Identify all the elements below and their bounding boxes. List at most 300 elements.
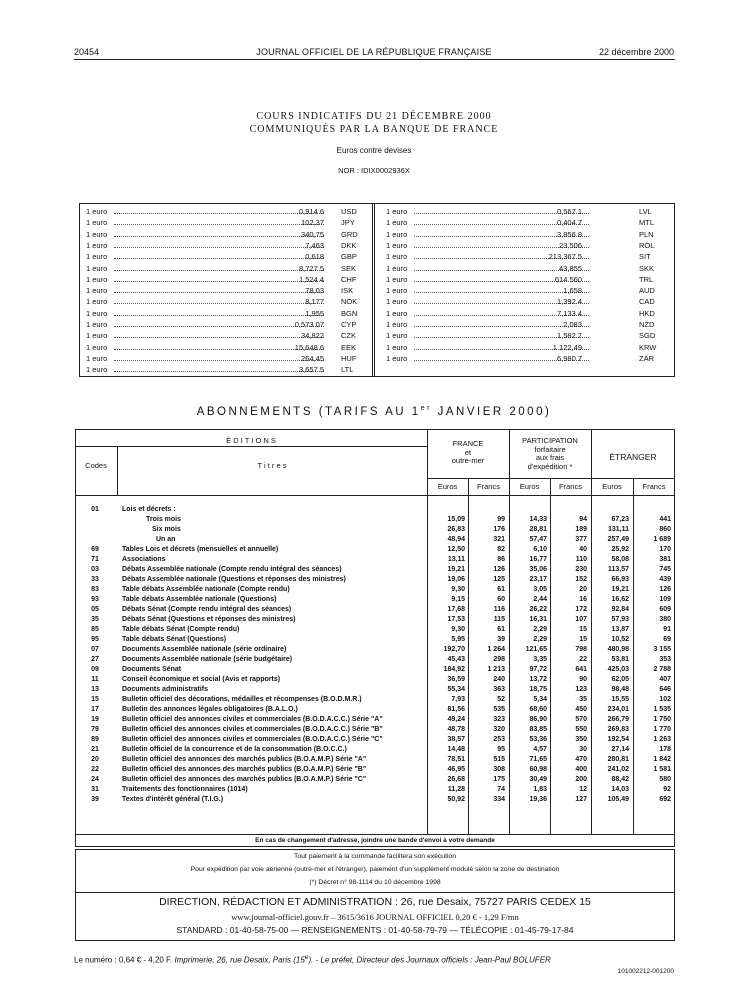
row-value: 692	[659, 796, 671, 803]
row-value: 50,92	[447, 796, 465, 803]
row-code: 35	[91, 616, 99, 623]
row-value: 98,48	[611, 686, 629, 693]
footer-price: Le numéro : 0,64 € - 4,20 F.	[74, 955, 173, 965]
rate-currency: ZAR	[639, 353, 654, 363]
row-value: 28,81	[529, 526, 547, 533]
row-value: 99	[497, 516, 505, 523]
rate-currency: HKD	[639, 308, 655, 318]
rate-currency: CHF	[341, 274, 357, 284]
rate-value: 8,727 5	[298, 263, 324, 273]
row-value: 377	[575, 536, 587, 543]
exchange-rate-row	[386, 229, 666, 240]
table-row	[0, 565, 748, 575]
row-value: 45,43	[447, 656, 465, 663]
row-value: 1 689	[653, 536, 671, 543]
row-value: 350	[575, 736, 587, 743]
rate-value: 2,083	[563, 320, 582, 329]
row-code: 20	[91, 756, 99, 763]
row-title: Bulletin officiel des annonces des marchés publics (B.O.A.M.P.) Série "C"	[122, 776, 367, 783]
row-value: 580	[659, 776, 671, 783]
table-row	[0, 525, 748, 535]
row-title: Documents Assemblée nationale (série budgétaire)	[122, 656, 293, 663]
header-participation-line2: forfaitaire	[534, 444, 566, 454]
row-value: 16,62	[611, 596, 629, 603]
row-value: 22	[579, 656, 587, 663]
row-value: 55,34	[447, 686, 465, 693]
rate-value: 213,367 5	[548, 252, 582, 262]
rate-label: 1 euro	[386, 252, 408, 262]
rate-value: 0,567 1	[556, 207, 582, 216]
header-codes: Codes	[85, 461, 107, 470]
exchange-rate-row	[86, 342, 366, 353]
table-grid-hline	[75, 495, 675, 496]
row-value: 1 535	[653, 706, 671, 713]
rate-label: 1 euro	[386, 297, 408, 307]
rate-currency: AUD	[639, 286, 655, 296]
rate-value: 264,45	[301, 353, 324, 363]
table-row	[0, 725, 748, 735]
row-value: 334	[493, 796, 505, 803]
table-row	[0, 545, 748, 555]
exchange-rate-row	[386, 319, 666, 330]
row-code: 17	[91, 706, 99, 713]
row-value: 26,83	[447, 526, 465, 533]
rate-value: 1 122,49	[552, 342, 582, 352]
row-value: 480,98	[607, 646, 629, 653]
row-value: 241,02	[607, 766, 629, 773]
row-title: Table débats Sénat (Questions)	[122, 636, 227, 643]
row-title: Documents Assemblée nationale (série ordinaire)	[122, 646, 287, 653]
row-value: 109	[659, 596, 671, 603]
row-value: 15,55	[611, 696, 629, 703]
rate-label: 1 euro	[386, 320, 408, 329]
exchange-rate-row	[386, 342, 666, 353]
rate-label: 1 euro	[86, 286, 108, 296]
row-value: 26,68	[447, 776, 465, 783]
footer-line	[74, 954, 551, 965]
row-value: 189	[575, 526, 587, 533]
row-value: 13,72	[529, 676, 547, 683]
row-value: 3 155	[653, 646, 671, 653]
table-row	[0, 655, 748, 665]
row-value: 7,93	[451, 696, 465, 703]
header-france-line1: FRANCE	[452, 439, 484, 448]
rate-value: 1,955	[305, 308, 324, 318]
row-value: 9,30	[451, 586, 465, 593]
abonnements-title-end: JANVIER 2000)	[431, 405, 552, 418]
rate-currency: USD	[341, 207, 357, 216]
row-title: Traitements des fonctionnaires (1014)	[122, 786, 248, 793]
row-title: Bulletin officiel des décorations, médailles et récompenses (B.O.D.M.R.)	[122, 696, 362, 703]
rate-label: 1 euro	[386, 240, 408, 250]
row-value: 110	[575, 556, 587, 563]
row-title: Bulletin officiel des annonces civiles et commerciales (B.O.D.A.C.C.) Série "B"	[122, 726, 383, 733]
row-value: 12	[579, 786, 587, 793]
row-code: 69	[91, 546, 99, 553]
rate-value: 1,582 7	[556, 331, 582, 341]
rate-value: 0,914 6	[298, 207, 324, 216]
table-grid-hline	[75, 446, 427, 447]
row-code: 95	[91, 636, 99, 643]
row-value: 178	[659, 746, 671, 753]
row-value: 16,31	[529, 616, 547, 623]
row-value: 184,92	[443, 666, 465, 673]
row-title: Débats Sénat (Questions et réponses des ministres)	[122, 616, 296, 623]
row-code: 33	[91, 576, 99, 583]
row-value: 550	[575, 726, 587, 733]
row-code: 89	[91, 736, 99, 743]
row-code: 11	[91, 676, 99, 683]
row-value: 71,65	[529, 756, 547, 763]
row-value: 3,35	[533, 656, 547, 663]
row-code: 09	[91, 666, 99, 673]
row-code: 19	[91, 716, 99, 723]
row-code: 22	[91, 766, 99, 773]
table-row	[0, 785, 748, 795]
table-row	[0, 685, 748, 695]
rate-currency: JPY	[341, 218, 355, 228]
row-code: 15	[91, 696, 99, 703]
rate-currency: GBP	[341, 252, 357, 262]
exchange-rate-row	[386, 330, 666, 341]
rate-label: 1 euro	[86, 342, 108, 352]
row-value: 1 264	[487, 646, 505, 653]
rate-currency: ROL	[639, 240, 655, 250]
row-value: 175	[493, 776, 505, 783]
row-value: 381	[659, 556, 671, 563]
row-value: 1 213	[487, 666, 505, 673]
direction-phones: STANDARD : 01-40-58-75-00 — RENSEIGNEMENTS : 01-40-58-79-79 — TÉLÉCOPIE : 01-45-79-17-84	[176, 925, 574, 935]
rate-value: 3,657 5	[298, 365, 324, 375]
table-row	[0, 675, 748, 685]
table-grid-hline	[427, 478, 675, 479]
table-row	[0, 505, 748, 515]
row-title: Bulletin officiel des annonces des marchés publics (B.O.A.M.P.) Série "B"	[122, 766, 367, 773]
row-value: 49,24	[447, 716, 465, 723]
rate-currency: CZK	[341, 331, 356, 341]
header-etranger-francs: Francs	[642, 482, 666, 491]
row-value: 20	[579, 586, 587, 593]
row-value: 102	[659, 696, 671, 703]
row-value: 450	[575, 706, 587, 713]
header-france-line3: outre-mer	[451, 456, 485, 465]
row-title: Textes d'intérêt général (T.I.G.)	[122, 796, 224, 803]
exchange-rates-divider	[372, 203, 375, 377]
rate-currency: SIT	[639, 252, 651, 262]
header-participation	[509, 437, 591, 471]
rate-label: 1 euro	[386, 331, 408, 341]
row-value: 646	[659, 686, 671, 693]
row-value: 95	[497, 746, 505, 753]
exchange-rate-row	[86, 263, 366, 274]
row-value: 860	[659, 526, 671, 533]
row-title: Bulletin des annonces légales obligatoires (B.A.L.O.)	[122, 706, 298, 713]
rate-currency: NOK	[341, 297, 358, 307]
row-value: 17,53	[447, 616, 465, 623]
row-value: 107	[575, 616, 587, 623]
row-value: 1 263	[653, 736, 671, 743]
row-value: 253	[493, 736, 505, 743]
row-value: 1 581	[653, 766, 671, 773]
page-number: 20454	[74, 47, 100, 57]
row-value: 9,30	[451, 626, 465, 633]
table-row	[0, 665, 748, 675]
rate-value: 78,03	[305, 286, 324, 296]
header-particip-francs: Francs	[559, 482, 582, 491]
exchange-rate-row	[386, 285, 666, 296]
row-value: 200	[575, 776, 587, 783]
exchange-rate-row	[86, 364, 366, 375]
row-value: 60	[497, 596, 505, 603]
row-value: 127	[575, 796, 587, 803]
direction-title: DIRECTION, RÉDACTION ET ADMINISTRATION : 26, rue Desaix, 75727 PARIS CEDEX 15	[159, 896, 591, 908]
row-code: 21	[91, 746, 99, 753]
rate-currency: SGD	[639, 331, 656, 341]
row-value: 192,70	[443, 646, 465, 653]
row-value: 14,33	[529, 516, 547, 523]
rate-currency: SKK	[639, 263, 655, 273]
row-value: 170	[659, 546, 671, 553]
abonnements-title-sup: er	[420, 405, 432, 412]
exchange-rate-row	[86, 240, 366, 251]
row-title: Conseil économique et social (Avis et rapports)	[122, 676, 281, 683]
rate-label: 1 euro	[86, 252, 108, 262]
exchange-rate-row	[86, 251, 366, 262]
row-value: 320	[493, 726, 505, 733]
row-value: 125	[493, 576, 505, 583]
exchange-rate-row	[386, 206, 666, 217]
footer-printer-end: ). - Le préfet, Directeur des Journaux officiels : Jean-Paul BOLUFER	[308, 955, 551, 965]
row-value: 90	[579, 676, 587, 683]
exchange-rate-row	[86, 229, 366, 240]
row-value: 1,83	[533, 786, 547, 793]
rate-label: 1 euro	[86, 207, 108, 216]
rate-label: 1 euro	[86, 365, 108, 375]
rate-value: 102,37	[301, 218, 324, 228]
row-value: 74	[497, 786, 505, 793]
rate-currency: LTL	[341, 365, 354, 375]
row-value: 46,95	[447, 766, 465, 773]
table-row	[0, 555, 748, 565]
rate-currency: CYP	[341, 320, 357, 329]
header-titres: T i t r e s	[257, 461, 287, 470]
rate-value: 8,177	[305, 297, 324, 307]
row-value: 19,06	[447, 576, 465, 583]
row-value: 2 788	[653, 666, 671, 673]
rate-label: 1 euro	[86, 263, 108, 273]
rate-value: 7,133 4	[556, 308, 582, 318]
rate-label: 1 euro	[86, 331, 108, 341]
rate-label: 1 euro	[86, 240, 108, 250]
rate-currency: MTL	[639, 218, 654, 228]
row-value: 15	[579, 626, 587, 633]
rate-currency: PLN	[639, 229, 654, 239]
row-title: Documents Sénat	[122, 666, 182, 673]
journal-title: JOURNAL OFFICIEL DE LA RÉPUBLIQUE FRANÇAISE	[256, 47, 492, 57]
row-value: 4,57	[533, 746, 547, 753]
header-france-line2: et	[464, 447, 472, 457]
rate-value: 43,855	[559, 263, 582, 273]
row-value: 269,83	[607, 726, 629, 733]
row-value: 19,21	[447, 566, 465, 573]
row-value: 92	[663, 786, 671, 793]
issue-date: 22 décembre 2000	[598, 47, 674, 57]
header-participation-line3: aux frais	[535, 453, 565, 462]
rate-value: 34,822	[301, 331, 324, 341]
table-grid-vline	[117, 446, 118, 495]
rate-currency: HUF	[341, 353, 357, 363]
header-france-euros: Euros	[437, 482, 458, 491]
row-value: 86,90	[529, 716, 547, 723]
row-value: 53,81	[611, 656, 629, 663]
row-value: 12,50	[447, 546, 465, 553]
row-title: Bulletin officiel des annonces civiles et commerciales (B.O.D.A.C.C.) Série "C"	[122, 736, 383, 743]
exchange-rate-row	[386, 308, 666, 319]
row-value: 61	[497, 626, 505, 633]
row-value: 1 750	[653, 716, 671, 723]
row-value: 11,28	[447, 786, 465, 793]
row-value: 39	[497, 636, 505, 643]
header-editions: É D I T I O N S	[226, 436, 276, 445]
row-title: Un an	[156, 536, 176, 543]
row-title: Six mois	[152, 526, 181, 533]
rate-value: 23 506	[559, 240, 582, 250]
rate-label: 1 euro	[386, 342, 408, 352]
footer-printer-sup: e	[304, 954, 309, 961]
row-value: 94	[579, 516, 587, 523]
exchange-rate-row	[86, 296, 366, 307]
row-value: 6,10	[533, 546, 547, 553]
row-value: 131,11	[607, 526, 629, 533]
table-row	[0, 585, 748, 595]
row-value: 609	[659, 606, 671, 613]
header-rule	[74, 59, 675, 60]
row-value: 19,36	[529, 796, 547, 803]
cours-nor: NOR : IDIX0002936X	[338, 166, 410, 175]
row-code: 71	[91, 556, 99, 563]
table-row	[0, 645, 748, 655]
row-value: 15,09	[447, 516, 465, 523]
table-row	[0, 735, 748, 745]
row-title: Débats Assemblée nationale (Compte rendu intégral des séances)	[122, 566, 342, 573]
row-value: 2,29	[533, 626, 547, 633]
rate-label: 1 euro	[386, 229, 408, 239]
row-value: 298	[493, 656, 505, 663]
row-value: 113,57	[607, 566, 629, 573]
rate-value: 1,524 4	[298, 274, 324, 284]
exchange-rate-row	[386, 251, 666, 262]
row-title: Trois mois	[146, 516, 182, 523]
table-row	[0, 605, 748, 615]
header-etranger: ÉTRANGER	[609, 452, 657, 462]
table-row	[0, 635, 748, 645]
rate-label: 1 euro	[86, 274, 108, 284]
row-value: 17,68	[447, 606, 465, 613]
rate-value: 1,392 4	[556, 297, 582, 307]
rate-currency: KRW	[639, 342, 657, 352]
row-value: 66,93	[611, 576, 629, 583]
rate-label: 1 euro	[86, 297, 108, 307]
row-value: 3,05	[533, 586, 547, 593]
table-row	[0, 745, 748, 755]
row-value: 363	[493, 686, 505, 693]
rate-currency: SEK	[341, 263, 357, 273]
exchange-rate-row	[386, 274, 666, 285]
row-value: 14,03	[611, 786, 629, 793]
row-value: 91	[663, 626, 671, 633]
row-value: 83,85	[529, 726, 547, 733]
header-france-francs: Francs	[477, 482, 500, 491]
row-title: Documents administratifs	[122, 686, 208, 693]
row-value: 16,77	[529, 556, 547, 563]
row-value: 58,08	[611, 556, 629, 563]
row-code: 79	[91, 726, 99, 733]
row-value: 27,14	[611, 746, 629, 753]
row-value: 68,60	[529, 706, 547, 713]
rate-currency: EEK	[341, 342, 357, 352]
row-value: 2,44	[533, 596, 547, 603]
row-value: 308	[493, 766, 505, 773]
row-value: 10,52	[611, 636, 629, 643]
row-value: 798	[575, 646, 587, 653]
row-value: 57,93	[611, 616, 629, 623]
row-value: 40	[579, 546, 587, 553]
row-value: 60,98	[529, 766, 547, 773]
exchange-rate-row	[86, 217, 366, 228]
rate-currency: ISK	[341, 286, 354, 296]
row-value: 9,15	[451, 596, 465, 603]
table-row	[0, 765, 748, 775]
row-value: 36,59	[447, 676, 465, 683]
rate-currency: CAD	[639, 297, 655, 307]
footer-printer: Imprimerie, 26, rue Desaix, Paris (15	[174, 955, 305, 965]
header-france	[427, 440, 509, 466]
rate-value: 15,648 6	[294, 342, 324, 352]
row-value: 123	[575, 686, 587, 693]
row-value: 35	[579, 696, 587, 703]
row-value: 380	[659, 616, 671, 623]
row-value: 425,03	[607, 666, 629, 673]
row-value: 38,57	[447, 736, 465, 743]
row-value: 13,87	[611, 626, 629, 633]
row-value: 5,34	[533, 696, 547, 703]
rate-label: 1 euro	[386, 286, 408, 296]
row-value: 280,81	[607, 756, 629, 763]
cours-subtitle: Euros contre devises	[336, 146, 412, 155]
row-value: 18,75	[529, 686, 547, 693]
row-title: Débats Assemblée nationale (Questions et réponses des ministres)	[122, 576, 346, 583]
row-value: 240	[493, 676, 505, 683]
row-code: 13	[91, 686, 99, 693]
table-row	[0, 515, 748, 525]
row-value: 92,84	[611, 606, 629, 613]
rate-value: 1,658	[563, 286, 582, 296]
exchange-rate-row	[86, 308, 366, 319]
table-row	[0, 715, 748, 725]
row-value: 176	[493, 526, 505, 533]
rate-value: 0,404 7	[556, 218, 582, 228]
exchange-rate-row	[86, 319, 366, 330]
row-value: 353	[659, 656, 671, 663]
table-row	[0, 695, 748, 705]
row-value: 23,17	[529, 576, 547, 583]
row-value: 400	[575, 766, 587, 773]
row-value: 48,94	[447, 536, 465, 543]
table-row	[0, 705, 748, 715]
row-value: 230	[575, 566, 587, 573]
row-value: 570	[575, 716, 587, 723]
table-row	[0, 615, 748, 625]
